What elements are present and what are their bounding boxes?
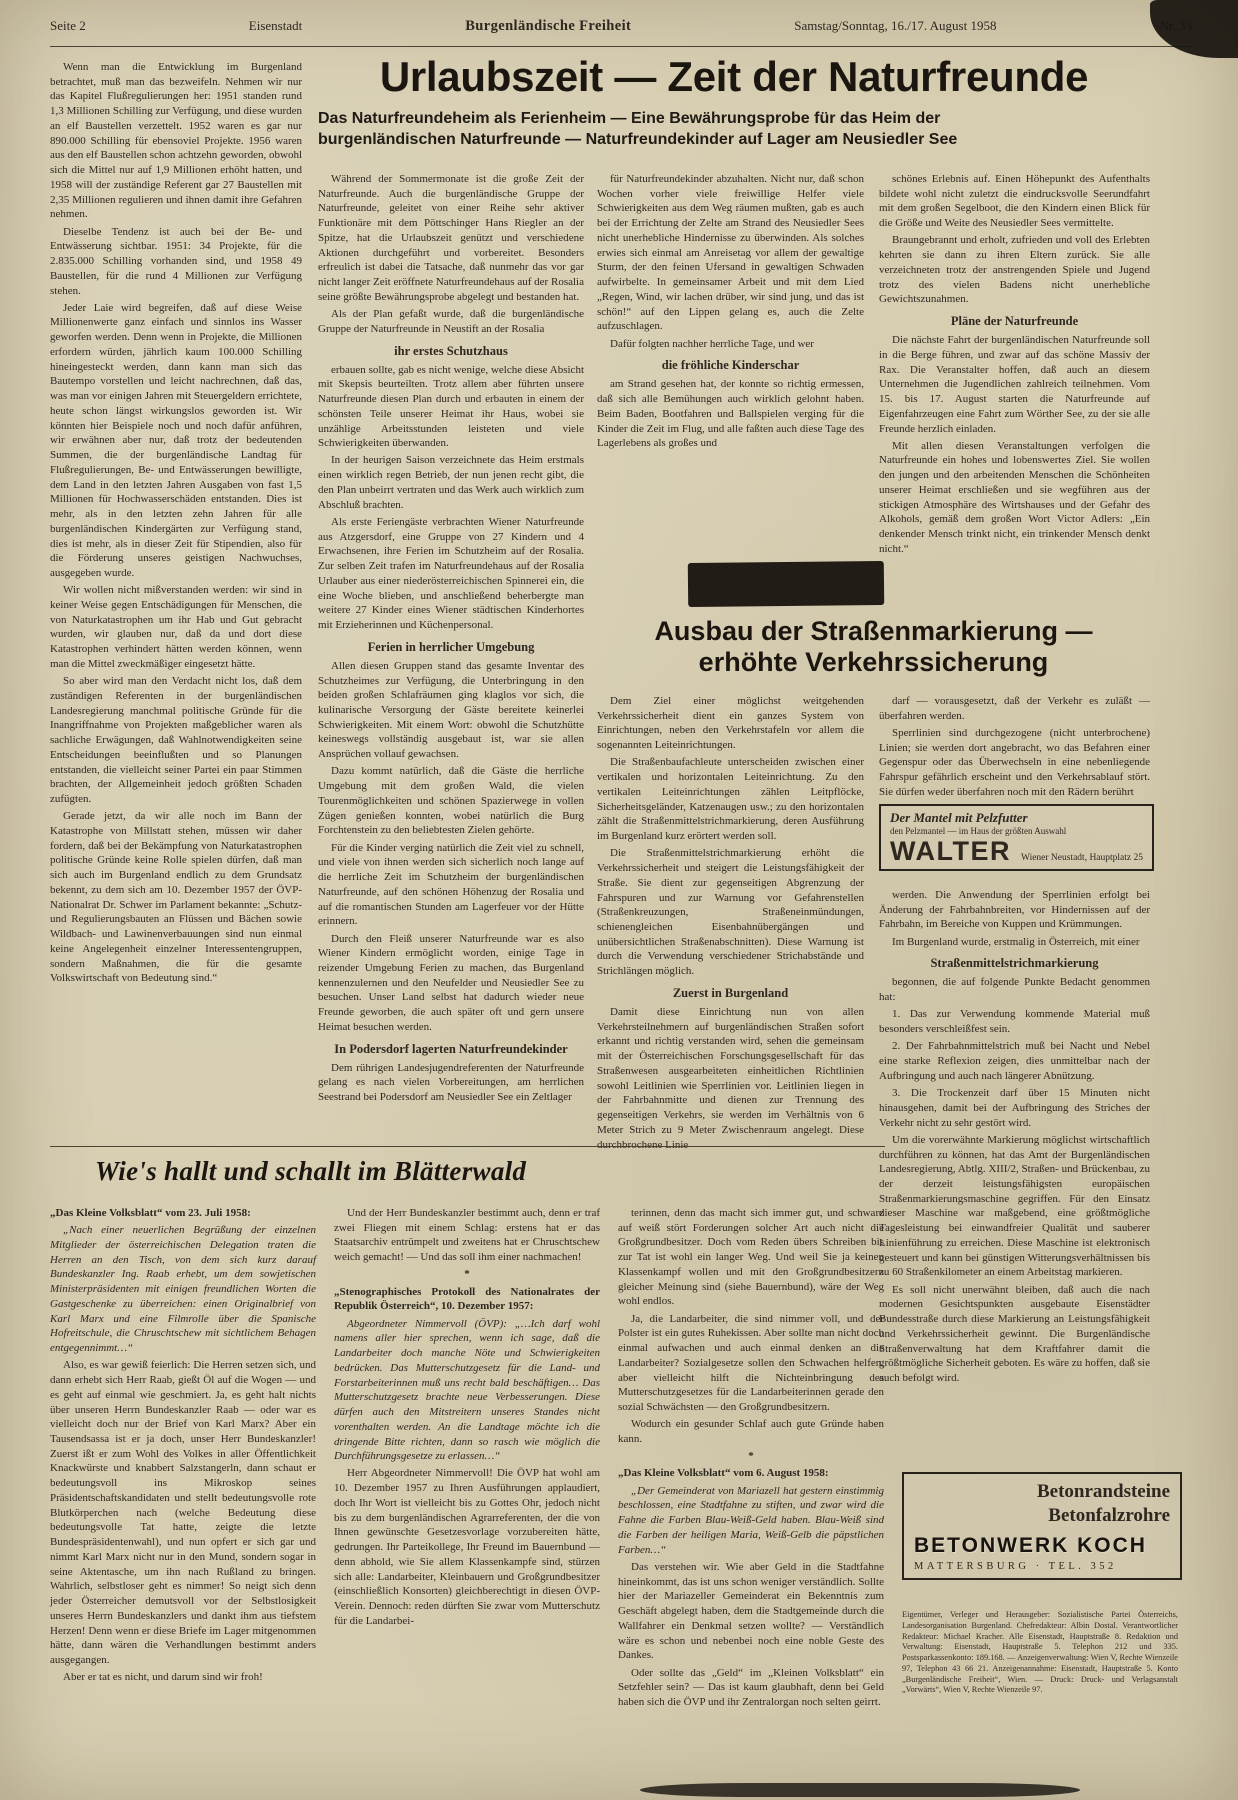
article-paragraph: „Das Kleine Volksblatt“ vom 6. August 1958: (618, 1467, 829, 1480)
ink-overprint-artifact (688, 561, 884, 607)
column-subheading: In Podersdorf lagerten Naturfreundekinder (334, 1041, 568, 1056)
article-paragraph: Oder sollte das „Geld“ im „Kleinen Volksblatt“ ein Setzfehler sein? — Das ist kaum glaubhaft, denn bei Geld haben sich die ÖVP und ihr Zentralorgan noch selten geirrt. (618, 1666, 884, 1708)
article-paragraph: „Der Gemeinderat von Mariazell hat gestern einstimmig beschlossen, eine Stadtfahne zu stiften, und zwar wird die Fahne die Farben Blau-Weiß-Geld haben. Blau-Weiß sind die Farben der heiligen Maria, Weiß-Gelb die päpstlichen Farben…“ (618, 1484, 884, 1556)
naturfreunde-column-2 (597, 172, 864, 562)
article-paragraph: Wenn man die Entwicklung im Burgenland betrachtet, muß man das bezweifeln. Nehmen wir nur das Kapitel Flußregulierungen her: 1951 standen rund 1,3 Millionen Schilling zur Verfügung, und diese wurden an elf Baustellen verzettelt. 1952 waren es gar nur 890.000 Schilling für ebensoviel Projekte. 1956 waren aus den elf Baustellen schon achtzehn geworden, obwohl sich die Mittel nur auf 1,9 Millionen erhöht hatten, und 1958 will der zuständige Referent gar 27 Baustellen mit 2,35 Millionen regulieren und ihnen damit ihre Gefahren nehmen. (50, 61, 302, 221)
article-paragraph: Das verstehen wir. Wie aber Geld in die Stadtfahne hineinkommt, das ist uns schon weniger verständlich. Sollte hier der Mariazeller Gemeinderat ein Bekenntnis zum Geschäft abgelegt haben, dem die Stadtgemeinde durch die Wallfahrer ein Denkmal setzen wollte? — Verständlich wäre es schon und nebenbei noch eine noble Geste des Dankes. (618, 1560, 884, 1662)
walter-ad (879, 804, 1154, 871)
article-paragraph: Die Straßenbaufachleute unterscheiden zwischen einer vertikalen und horizontalen Leiteinrichtung. Zu den vertikalen Leiteinrichtungen zählen Leitpflöcke, Sicherheitsgeländer, Katzenaugen usw.; zu den horizontalen zählt die Straßenmittelstrichmarkierung, deren Ausführung im Burgenland kurz erörtert werden soll. (597, 756, 864, 843)
article-paragraph: Dem Ziel einer möglichst weitgehenden Verkehrssicherheit dient ein ganzes System von Einrichtungen, neben den Verkehrstafeln vor allem die sogenannten Leiteinrichtungen. (597, 695, 864, 752)
blaetterwald-column-2 (334, 1206, 600, 1784)
strassen-column-1 (597, 694, 864, 1151)
naturfreunde-column-3 (879, 172, 1150, 562)
article-paragraph: Und der Herr Bundeskanzler bestimmt auch, denn er traf zwei Fliegen mit einem Schlag: erstens hat er das Staatsarchiv entrümpelt und zweitens hat er Chruschtschew weich gemacht! — Und das soll ihm einer nachmachen! (334, 1207, 600, 1264)
betonwerk-ad (902, 1472, 1182, 1580)
article-paragraph: Die Straßenmittelstrichmarkierung erhöht die Verkehrssicherheit und steigert die Leistungsfähigkeit der Straße. Sie dient zur gegenseitigen Abgrenzung der Fahrspuren und zur Warnung vor Gefahrenstellen (Straßenkreuzungen, Straßeneinmündungen, schienengleichen Eisenbahnübergängen und unübersichtlichen Straßenabschnitten). Diese Warnung ist durch die Verwendung verschiedener Strichabstände und Strichlängen möglich. (597, 847, 864, 978)
blaetterwald-rule (50, 1146, 885, 1147)
strassenmarkierung-headline-line1: Ausbau der Straßenmarkierung — (654, 616, 1093, 646)
article-paragraph: Aber er tat es nicht, und darum sind wir froh! (63, 1671, 263, 1684)
article-paragraph: terinnen, denn das macht sich immer gut, und schwarz auf weiß stört Forderungen solcher Art auch nicht die Großgrundbesitzer. Doch vom Reden übers Schreiben bis zur Tat ist wohl ein langer Weg. Und weil Sie ja keinen Klassenkampf wollen und mit den Großgrundbesitzern gleicher Meinung sind (siehe Bauernbund), wäre der Weg wohl endlos. (618, 1207, 884, 1308)
masthead-city: Eisenstadt (248, 18, 303, 33)
article-paragraph: Im Burgenland wurde, erstmalig in Österreich, mit einer (892, 935, 1140, 948)
article-paragraph: „Nach einer neuerlichen Begrüßung der einzelnen Mitglieder der österreichischen Delegation traten die Herren an den Tisch, von dem sich kurz darauf Bundeskanzler Ing. Raab erhebt, um dem sowjetischen Ministerpräsidenten mit einigen freundlichen Worten die Gastgeschenke zu überreichen: einen Originalbrief von Karl Marx und eine Filmrolle über die Spanische Hofreitschule, die Chruschtschew mit sichtlichem Behagen entgegennimmt…“ (50, 1224, 316, 1355)
article-paragraph: am Strand gesehen hat, der konnte so richtig ermessen, daß sich alle Bemühungen auch wirklich gelohnt haben. Beim Baden, Bootfahren und Ballspielen verging für die Kinder die Zeit im Flug, und alle faßten auch diese Tage des Lagerlebens als großes und (597, 378, 864, 450)
article-paragraph: Herr Abgeordneter Nimmervoll! Die ÖVP hat wohl am 10. Dezember 1957 zu Ihren Ausführungen applaudiert, doch Ihr Wort ist vielleicht bis zu Gottes Ohr, jedoch nicht bis zu dem burgenländischen Agrarreferenten, der die von Ihnen gewünschte Gesetzesvorlage vorzubereiten hätte, gedrungen. Ihr Parteikollege, Ihr Freund im Bauernbund — denn abhold, wie Sie allem Klassenkampfe sind, stürzen sich alle: Landarbeiter, Kleinbauern und Großgrundbesitzer (einschließlich Konsorten) gleichberechtigt in diesen ÖVP-Verein. Dennoch: reden dürften Sie zwar vom Mutterschutz für die Landarbei- (334, 1467, 600, 1627)
article-paragraph: 2. Der Fahrbahnmittelstrich muß bei Nacht und Nebel eine starke Reflexion zeigen, dies unmittelbar nach der Aufbringung und auch nach längerer Abnützung. (879, 1040, 1150, 1082)
imprint: Eigentümer, Verleger und Herausgeber: Sozialistische Partei Österreichs, Landesorganisation Burgenland. Chefredakteur: Albin Dostal. Verantwortlicher Redakteur: Michael Kracher. Alle Eisenstadt, Hauptstraße 8. Redaktion und Verwaltung: Eisenstadt, Hauptstraße 5. Telephon 212 und 335. Postsparkassenkonto: 189.168. — Anzeigenverwaltung: Wien V, Rechte Wienzeile 97, Telephon 43 66 21. Anzeigenannahme: Eisenstadt, Hauptstraße 5. Konto „Burgenländische Freiheit“, Wien. — Druck: Druck- und Verlagsanstalt „Vorwärts“, Wien V, Rechte Wienzeile 97. (902, 1610, 1178, 1695)
article-paragraph: Braungebrannt und erholt, zufrieden und voll des Erlebten kehrten sie dann zu ihren Eltern zurück. Sie alle verzeichneten trotz der anstrengenden Spiele und Jugend trotz des vielen Badens nicht unerhebliche Gewichtszunahmen. (879, 234, 1150, 306)
masthead-rule (50, 46, 1192, 47)
naturfreunde-subheadline (318, 108, 1150, 150)
blaetterwald-column-3 (618, 1206, 884, 1784)
article-paragraph: Gerade jetzt, da wir alle noch im Bann der Katastrophe von Millstatt stehen, müssen wir daher fordern, daß bei der Bekämpfung von Naturkatastrophen politische Gründe keine Rolle spielen dürfen, daß man sich auch im Burgenland endlich zu dem Grundsatz bekennt, zu dem sich am 10. Dezember 1957 der ÖVP-Nationalrat Dr. Schwer im Parlament bekannte: „Schutz- und Regulierungsbauten an Flüssen und Bächen sowie Wildbach- und Lawinenverbauungen sind nun einmal keine Angelegenheit einzelner Interessentengruppen, sondern Maßnahmen, die für die gesamte Volkswirtschaft von Bedeutung sind.“ (50, 810, 302, 985)
blaetterwald-headline: Wie's hallt und schallt im Blätterwald (95, 1156, 527, 1186)
betonwerk-ad-product2: Betonfalzrohre (1048, 1504, 1170, 1526)
article-paragraph: Es soll nicht unerwähnt bleiben, daß auch die nach modernen Gesichtspunkten ausgebaute Eisenstädter Bundesstraße durch diese Markierung an Leistungsfähigkeit und Verkehrssicherheit gewinnt. Die Burgenländische Straßenverwaltung hat dem Kraftfahrer damit die größtmögliche Sicherheit geboten. Es wäre zu hoffen, daß sie auch befolgt wird. (879, 1283, 1150, 1385)
naturfreunde-headline: Urlaubszeit — Zeit der Naturfreunde (379, 53, 1089, 100)
strassenmarkierung-headline-line2: erhöhte Verkehrssicherung (698, 647, 1049, 678)
article-paragraph: Die nächste Fahrt der burgenländischen Naturfreunde soll in die Berge führen, und zwar auf das schöne Massiv der Rax. Die Veranstalter hoffen, daß auch an diesem Unternehmen die Jugendlichen zahlreich teilnehmen. Vom 15. bis 17. August starten die Naturfreunde auf Eigenfahrzeugen eine Fahrt zum Wörther See, zu der sie alle Freunde herzlich einladen. (879, 334, 1150, 435)
article-paragraph: In der heurigen Saison verzeichnete das Heim erstmals einen wirklich regen Betrieb, der nun jenen recht gibt, die den Plan unbeirrt vertraten und das Werk auch wirklich zum Abschluß brachten. (318, 454, 584, 511)
article-paragraph: Als erste Feriengäste verbrachten Wiener Naturfreunde aus Atzgersdorf, eine Gruppe von 27 Kindern und 4 Erwachsenen, ihre Ferien im Schutzheim auf der Rosalia. Zur selben Zeit trafen im Naturfreundehaus auf der Rosalia Urlauber aus einer niederösterreichischen Spinnerei ein, die eine Woche blieben, und anschließend beherbergte man weitere 27 Kinder eines Wiener städtischen Kinderhortes mit Erzieherinnen und Küchenpersonal. (318, 515, 584, 632)
article-paragraph: Damit diese Einrichtung nun von allen Verkehrsteilnehmern auf burgenländischen Straßen sofort erkannt und richtig verstanden wird, sehen die gemeinsam mit der Österreichischen Forschungsgesellschaft für das Straßenwesen ausgearbeiteten einheitlichen Richtlinien sowohl Leitlinien wie Sperrlinien vor. Leitlinien liegen in der Fahrbahnmitte und dienen zur Trennung des gegenseitigen Verkehrs, sie werden im Verhältnis von 6 Meter Strich zu 9 Meter Zwischenraum angelegt. Diese durchbrochene Linie (597, 1005, 864, 1151)
article-paragraph: So aber wird man den Verdacht nicht los, daß dem zuständigen Referenten in der burgenländischen Landesregierung manchmal politische Gründe für die Inangriffnahme von Projekten maßgeblicher waren als sachliche Erwägungen, daß Wahlnotwendigkeiten seine Entscheidungen beeinflußten und so Planungen entstanden, die vielleicht seiner Partei ein paar Stimmen brachten, der Allgemeinheit jedoch größten Schaden zufügten. (50, 675, 302, 805)
article-paragraph: Für die Kinder verging natürlich die Zeit viel zu schnell, und viele von ihnen werden sich sicherlich noch lange auf die herrliche Zeit im Schutzheim der burgenländischen Naturfreunde, auf den schönen Höhenzug der Rosalia und auf die romantischen Stunden am Lagerfeuer vor der Hütte erinnern. (318, 841, 584, 928)
column-subheading: Pläne der Naturfreunde (950, 314, 1079, 329)
article-paragraph: Wodurch ein gesunder Schlaf auch gute Gründe haben kann. (618, 1418, 884, 1446)
article-paragraph: Abgeordneter Nimmervoll (ÖVP): „…Ich darf wohl namens aller hier sprechen, wenn ich sage, daß die Landarbeiter doch manche Nöte und Schwierigkeiten bedrücken. Das Mutterschutzgesetz für die Land- und Forstarbeiterinnen muß uns recht bald beschäftigen… Das Mutterschutzgesetz brachte neue Verbesserungen. Diese dürfen auch den Mitstreitern unseres Standes nicht vorenthalten werden. An die Landtage möchte ich die dringende Bitte richten, dann so rasch wie möglich die Durchführungsgesetze zu erlassen…“ (334, 1317, 600, 1463)
column-subheading: ihr erstes Schutzhaus (394, 343, 508, 358)
article-paragraph: erbauen sollte, gab es nicht wenige, welche diese Absicht mit Skepsis beurteilten. Trotz allem aber führten unsere Naturfreunde diesen Plan durch und erbauten in einem der schönsten Teile unserer Heimat ihr Haus, wobei sie unzählige Arbeitsstunden leisteten und viele Schwierigkeiten überwanden. (318, 363, 584, 450)
column-subheading: Straßenmittelstrichmarkierung (930, 956, 1099, 971)
walter-ad-address: Wiener Neustadt, Hauptplatz 25 (1020, 853, 1144, 864)
masthead-title: Burgenländische Freiheit (465, 18, 632, 34)
scan-smudge-top-right (1150, 0, 1238, 58)
column-subheading: Zuerst in Burgenland (672, 985, 789, 1000)
walter-ad-headline: Der Mantel mit Pelzfutter (890, 810, 1028, 825)
strassen-column-2-bottom (879, 888, 1150, 1466)
article-paragraph: Also, es war gewiß feierlich: Die Herren setzen sich, und dann erhebt sich Herr Raab, gießt Öl auf die Wogen — und es geht auf einmal wie geschmiert. Ja, es geht halt nichts über unseren Herrn Bundeskanzler Raab — oder war es vielleicht doch nur der Brief von Karl Marx? Aber ein Tausendsassa ist er ja doch, unser Herr Bundeskanzler! Zuerst ißt er zum Wohl des Volkes in aller Öffentlichkeit Knackwürste und knabbert Salzstangerln, dann schaut er bedeutungsvoll ins Mikroskop seines Präsidentschaftskandidaten und stellt bedeutungsvolle rote Blutkörperchen nach (welche Bedeutung diese bedeutungsvolle Tat hatte, zeigte die letzte Bundespräsidentenwahl), und nun opfert er sich gar und nimmt Karl Marx nicht nur in den Mund, sondern sogar in seine Aktentasche, um ihn nach Rußland zu bringen. Wahrlich, selbstloser geht es nimmer! So neigt sich denn jeder Österreicher demutsvoll vor der Selbstlosigkeit unseres Herrn Bundeskanzlers und dankt ihm aus tiefstem Herzen! Denn wenn er diese Briefe im Lager mitgenommen hätte, dann wären die Verhandlungen bestimmt anders ausgegangen. (50, 1359, 316, 1667)
article-paragraph: „Das Kleine Volksblatt“ vom 23. Juli 1958: (50, 1207, 251, 1219)
article-paragraph: begonnen, die auf folgende Punkte Bedacht genommen hat: (879, 976, 1150, 1004)
lead-article-column (50, 60, 302, 1135)
naturfreunde-subheadline-line2: burgenländischen Naturfreunde — Naturfreundekinder auf Lager am Neusiedler See (318, 131, 958, 149)
article-paragraph: Dazu kommt natürlich, daß die Gäste die herrliche Umgebung mit dem großen Wald, die vielen Tourenmöglichkeiten und schönen Spazierwege in vollen Zügen genießen konnten, wobei natürlich die Burg Forchtenstein zu den beliebtesten Zielen gehörte. (318, 765, 584, 837)
naturfreunde-subheadline-line1: Das Naturfreundeheim als Ferienheim — Eine Bewährungsprobe für das Heim der (318, 110, 941, 127)
article-paragraph: Jeder Laie wird begreifen, daß auf diese Weise Millionenwerte ganz einfach und sinnlos ins Wasser geworfen werden. Denn wenn in Projekte, die Millionen erfordern würden, jährlich kaum 100.000 Schilling hineingesteckt werden, dann kann man sich das Bautempo vorstellen und leicht nachrechnen, daß das, was man vor einigen Jahren mit Steuergeldern errichtete, heute schon längst wirkungslos geworden ist. Wir könnten hier Beispiele noch und noch dafür anführen, wir erwähnen aber nur, daß trotz der bedeutenden Summen, die der burgenländische Landtag für Flußregulierungen, Be- und Entwässerungen bewilligte, dem Land in den letzten Jahren Ausgaben von fast 1,5 Millionen für Hochwasserschäden entstanden. Dies ist mehr, als in den letzten zehn Jahren für alle burgenländischen Kindergärten zur Verfügung stand, dies ist mehr, als in dieser Zeit für Stipendien, also für die Förderung unseres geistigen Nachwuchses, ausgegeben wurde. (50, 301, 302, 579)
scan-smudge-bottom (640, 1783, 1080, 1797)
article-paragraph: Um die vorerwähnte Markierung möglichst wirtschaftlich durchführen zu können, hat das Amt der Burgenländischen Landesregierung, Abtlg. XIII/2, Straßen- und Brückenbau, zu der derzeit leistungsfähigsten europäischen Straßenmarkierungsmaschine gegriffen. Für den Einsatz dieser Maschine war maßgebend, eine größtmögliche Tagesleistung bei einwandfreier Qualität und sauberer Linienführung zu erreichen. Diese Maschine ist elektronisch gesteuert und kann bei günstigen Witterungsverhältnissen bis zu 60 Straßenkilometer an einem Arbeitstag markieren. (879, 1133, 1150, 1279)
article-paragraph: Ja, die Landarbeiter, die sind nimmer voll, und der Polster ist ein gutes Ruhekissen. Aber sollte man nicht doch einmal aufwachen und auch einmal denken an die Landarbeiter? Sozialgesetze sollen den Schwachen helfen, aber vielleicht hilft die Nichteinbringung des Mutterschutzgesetzes für die Landarbeiterinnen gerade den sozial Schwächsten — den Großgrundbesitzern. (618, 1312, 884, 1414)
article-paragraph: 3. Die Trockenzeit darf über 15 Minuten nicht hinausgehen, damit bei der Aufbringung des Striches der Verkehr nicht zu sehr gestört wird. (879, 1087, 1150, 1129)
betonwerk-ad-product1: Betonrandsteine (1037, 1481, 1170, 1502)
article-paragraph: für Naturfreundekinder abzuhalten. Nicht nur, daß schon Wochen vorher viele freiwillige Helfer viele Schwierigkeiten aus dem Weg räumen mußten, gab es auch bei der Errichtung der Zelte am Strand des Neusiedler Sees nicht unerhebliche Hindernisse zu überwinden. Als solches erwies sich einmal am Anreisetag vor allem der gewaltige Sturm, der den feinen Ufersand in gewaltigen Schwaden aufwirbelte. In gemeinsamer Arbeit und mit dem Lied „Regen, Wind, wir lachen drüber, wir sind jung, und das ist schön!“ auf den Lippen gelang es, auch die Zelte aufzuschlagen. (597, 173, 864, 333)
article-paragraph: * (464, 1268, 470, 1281)
article-paragraph: Allen diesen Gruppen stand das gesamte Inventar des Schutzheimes zur Verfügung, die Unterbringung in den beiden großen Schlafräumen ging klaglos vor sich, die kulinarische Versorgung der Gäste bereitete keinerlei Schwierigkeiten. Mit einem Wort: obwohl die Schutzhütte keineswegs vollständig ausgebaut ist, war sie allen Ansprüchen vollauf gewachsen. (318, 659, 584, 761)
walter-ad-brand: WALTER (890, 836, 1011, 867)
column-subheading: Ferien in herrlicher Umgebung (367, 639, 535, 654)
strassen-column-2-top (879, 694, 1150, 800)
masthead-date: Samstag/Sonntag, 16./17. August 1958 (794, 18, 997, 33)
walter-ad-subline: den Pelzmantel — im Haus der größten Auswahl (890, 825, 1067, 836)
article-paragraph: Sperrlinien sind durchgezogene (nicht unterbrochene) Linien; sie werden dort angebracht, wo das Befahren einer Gegenspur oder das Überwechseln in eine nebenliegende Fahrspur gefährlich erscheint und den Verkehrsablauf stört. Sie dürfen weder überfahren noch mit den Rädern berührt (879, 726, 1150, 798)
article-paragraph: * (748, 1450, 754, 1463)
article-paragraph: Dieselbe Tendenz ist auch bei der Be- und Entwässerung sichtbar. 1951: 34 Projekte, für die 2.835.000 Schilling vorhanden sind, und 1958 49 Baustellen, für die rund 4 Millionen zur Verfügung stehen. (50, 225, 302, 297)
article-paragraph: schönes Erlebnis auf. Einen Höhepunkt des Aufenthalts bildete wohl nicht zuletzt die eindrucksvolle Seerundfahrt mit dem großen Segelboot, die den Kindern einen Blick für die Größe und Weite des Neusiedler Sees vermittelte. (879, 173, 1150, 230)
column-subheading: die fröhliche Kinderschar (661, 358, 800, 373)
naturfreunde-column-1 (318, 172, 584, 1134)
blaetterwald-column-1 (50, 1206, 316, 1784)
article-paragraph: werden. Die Anwendung der Sperrlinien erfolgt bei Änderung der Fahrbahnbreiten, vor Hindernissen auf der Fahrbahn, im Bereiche von Kuppen und Krümmungen. (879, 889, 1150, 931)
masthead (50, 18, 1192, 35)
article-paragraph: 1. Das zur Verwendung kommende Material muß besonders verschleißfest sein. (879, 1008, 1150, 1036)
article-paragraph: Wir wollen nicht mißverstanden werden: wir sind in keiner Weise gegen Entschädigungen für Menschen, die von Naturkatastrophen um ihr Hab und Gut gebracht wurden, wir glauben nur, daß da und dort diese Katastrophen verhindert hätten werden können, wenn man die Mittel zweckmäßiger eingesetzt hätte. (50, 584, 302, 670)
article-paragraph: Als der Plan gefaßt wurde, daß die burgenländische Gruppe der Naturfreunde in Neustift an der Rosalia (318, 308, 584, 335)
article-paragraph: darf — vorausgesetzt, daß der Verkehr es zuläßt — überfahren werden. (879, 695, 1150, 722)
betonwerk-ad-contact: MATTERSBURG · TEL. 352 (914, 1560, 1117, 1572)
article-paragraph: Dafür folgten nachher herrliche Tage, und wer (610, 337, 814, 350)
strassenmarkierung-headline (597, 616, 1150, 678)
article-paragraph: Durch den Fleiß unserer Naturfreunde war es also Wiener Kindern ermöglicht worden, einige Tage in reizender Umgebung Ferien zu machen, das Burgenland kennenzulernen und den Neufelder und Neusiedler See zu besuchen. Unser Land selbst hat dadurch wieder neue Freunde geworben, die auch später oft und gern unsere Heimat besuchen werden. (318, 932, 584, 1033)
masthead-page-number: Seite 2 (50, 18, 86, 33)
article-paragraph: Dem rührigen Landesjugendreferenten der Naturfreunde gelang es nach vielen Vorbereitungen, am herrlichen Seestrand bei Podersdorf am Neusiedler See ein Zeltlager (318, 1061, 584, 1104)
article-paragraph: Während der Sommermonate ist die große Zeit der Naturfreunde. Auch die burgenländische Gruppe der Naturfreunde, geleitet von einer Reihe sehr aktiver Funktionäre mit dem Pöttschinger Hans Riegler an der Spitze, hat die Urlaubszeit genützt und verschiedene Aktionen durchgeführt und vorbereitet. Besonders erfreulich ist dabei die Tatsache, daß nunmehr das vor gar nicht langer Zeit eröffnete Naturfreundehaus auf der Rosalia seine größte Bewährungsprobe abgelegt und bestanden hat. (318, 173, 584, 303)
article-paragraph: Mit allen diesen Veranstaltungen verfolgen die Naturfreunde ein hohes und lobenswertes Ziel. Sie wollen den jungen und den arbeitenden Menschen die Schönheiten unserer Heimat erschließen und sie wegführen aus der stickigen Atmosphäre des Wirtshauses und der Gefahr des Alkohols, gemäß dem großen Wort Victor Adlers: „Ein denkender Mensch trinkt nicht, ein trinkender Mensch denkt nicht.“ (879, 439, 1150, 555)
article-paragraph: „Stenographisches Protokoll des Nationalrates der Republik Österreich“, 10. Dezember 1957: (334, 1285, 600, 1313)
betonwerk-ad-brand: BETONWERK KOCH (914, 1533, 1147, 1557)
